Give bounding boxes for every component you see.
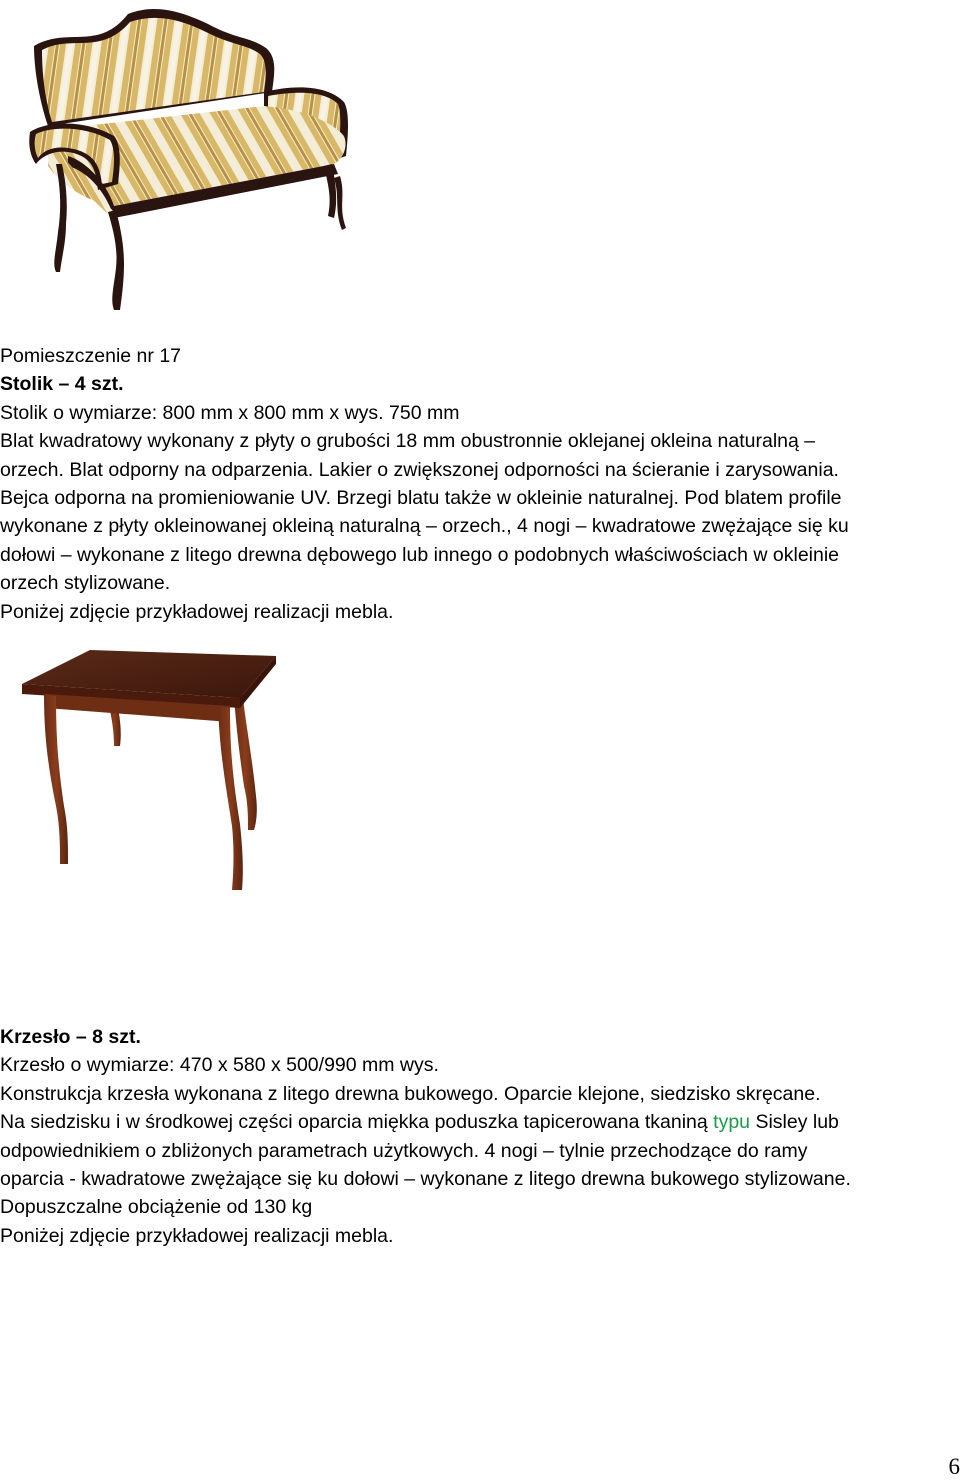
chair-text-part: Sisley lub	[750, 1111, 839, 1134]
chair-text-part: Na siedzisku i w środkowej części oparcia miękka poduszka tapicerowana tkaniną	[0, 1111, 714, 1134]
table-description-line: Bejca odporna na promieniowanie UV. Brzegi blatu także w okleinie naturalnej. Pod blatem profile	[0, 487, 842, 510]
table-description-line: orzech stylizowane.	[0, 572, 171, 595]
table-description-line: dołowi – wykonane z litego drewna dębowego lub innego o podobnych właściwościach w okleinie	[0, 543, 840, 566]
chair-photo-caption: Poniżej zdjęcie przykładowej realizacji mebla.	[0, 1224, 394, 1247]
chair-description-line: oparcia - kwadratowe zwężające się ku dołowi – wykonane z litego drewna bukowego stylizowane.	[0, 1168, 851, 1191]
table-photo	[20, 646, 278, 896]
table-heading: Stolik – 4 szt.	[0, 373, 124, 396]
room-label: Pomieszczenie nr 17	[0, 345, 182, 367]
chair-description-line	[0, 1108, 950, 1136]
chair-description-line: Konstrukcja krzesła wykonana z litego drewna bukowego. Oparcie klejone, siedzisko skręcane.	[0, 1082, 821, 1105]
table-description-line: Blat kwadratowy wykonany z płyty o grubości 18 mm obustronnie oklejanej okleina naturalną –	[0, 430, 816, 453]
section-chair	[0, 1023, 950, 1250]
page-number: 6	[948, 1454, 960, 1479]
section-table	[0, 342, 950, 626]
chair-heading: Krzesło – 8 szt.	[0, 1026, 141, 1048]
table-description-line: wykonane z płyty okleinowanej okleiną naturalną – orzech., 4 nogi – kwadratowe zwężające się ku	[0, 515, 849, 538]
sofa-photo	[28, 6, 358, 312]
chair-accent-word: typu	[713, 1111, 751, 1134]
table-photo-caption: Poniżej zdjęcie przykładowej realizacji mebla.	[0, 600, 394, 623]
table-description-line: orzech. Blat odporny na odparzenia. Lakier o zwiększonej odporności na ścieranie i zarysowania.	[0, 458, 839, 481]
chair-description-line: Krzesło o wymiarze: 470 x 580 x 500/990 mm wys.	[0, 1054, 439, 1077]
chair-description-line: odpowiednikiem o zbliżonych parametrach użytkowych. 4 nogi – tylnie przechodzące do ramy	[0, 1139, 808, 1162]
table-description-line: Stolik o wymiarze: 800 mm x 800 mm x wys. 750 mm	[0, 401, 460, 424]
chair-description-line: Dopuszczalne obciążenie od 130 kg	[0, 1196, 313, 1219]
